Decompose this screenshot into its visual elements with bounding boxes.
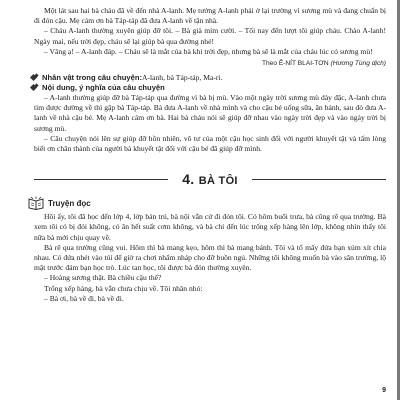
reading-paragraph: Hồi ấy, tôi đã học đến lớp 4, lớp bán trú, bà nội vẫn cứ đi đón tôi. Có hôm buổi trưa, bà cũng rẽ qua trường. Bà xem tôi có bị đói không, có ăn hết suất cơm không, và bà chỉ đến lúc trống xếp hàng lên lớp, không nhìn thấy tôi nữa bà mới chịu quay về. [34, 212, 386, 242]
reading-paragraph: – Bà ơi, bà về đi, bà về đi. [44, 293, 124, 303]
source-author: Theo Ê-NÍT BLAI-TƠN [261, 60, 329, 68]
story-paragraph: – Vâng ạ! – A-lanh đáp. – Cháu sẽ là mắt của bà khi trời đẹp, nhưng bà sẽ là mắt của cháu lúc có sương mù! [44, 46, 373, 56]
sparkle-bullet-icon [30, 73, 40, 83]
reading-label: Truyện đọc [48, 198, 91, 208]
reading-heading [28, 196, 386, 210]
reading-paragraph: Trống xếp hàng, bà vẫn chưa chịu về. Tôi nhăn nhó: [44, 283, 203, 293]
page-number: 9 [382, 387, 386, 394]
divider-left [34, 179, 168, 180]
characters-label: Nhân vật trong câu chuyện: [42, 73, 142, 83]
story-paragraph: Một lát sau hai bà cháu đã về đến nhà A-lanh. Mẹ tưởng A-lanh phải ở lại trường vì sương mù và đang chuẩn bị đi đón cậu. Mẹ cảm ơn bà Táp-táp đã đưa A-lanh về tận nhà. [34, 6, 386, 26]
content-paragraph: – Câu chuyện nói lên sự giúp đỡ hồn nhiên, vô tư của một cậu học sinh đối với người khuyết tật và tấm lòng biết ơn chân thành của người bà khuyết tật đối với cậu bé đã giúp đỡ mình. [34, 133, 386, 154]
lesson-title-bar [34, 170, 386, 188]
lesson-number: 4. [182, 171, 195, 188]
content-heading [30, 83, 386, 93]
lesson-name: BÀ TÔI [198, 175, 238, 188]
story-paragraph: – Cháu A-lanh thường xuyên giúp đỡ tôi. – Bà già mỉm cười. – Tối nay đến lượt tôi giúp cháu. Chào A-lanh! Ngày mai, nếu trời đẹp, cháu sẽ lại giúp bà qua đường nhé! [34, 26, 386, 46]
divider-right [252, 179, 386, 180]
characters-heading [30, 73, 386, 83]
content-label: Nội dung, ý nghĩa của câu chuyện [42, 83, 165, 93]
sparkle-bullet-icon [30, 83, 40, 93]
content-paragraph: – A-lanh thường giúp đỡ bà Táp-táp qua đường vì bà bị mù. Vào một ngày trời sương mù dày đặc, A-lanh chưa tìm được đường về thì gặp bà Táp-táp. Bà đưa A-lanh về nhà mình và cho cậu bé uống sữa, ăn bánh, sau đó đưa A-lanh về nhà cậu bé. Mẹ A-lanh cảm ơn bà. Hai bà cháu nói sẽ giúp đỡ nhau vào ngày trời đẹp và vào ngày trời bị sương mù. [34, 93, 386, 133]
characters-value: A-lanh, bà Táp-táp, Ma-ri. [142, 73, 223, 83]
reading-paragraph: Bà rẽ qua trường cũng vui. Hôm thì bà mang kẹo, hôm thì bà mang bánh. Tôi và tổ mấy đứa bạn xúm xít chia nhau. Có đứa nhét vào túi để giờ ra chơi nhấm nháp cho đỡ buồn ngủ. Những tôi không muốn bà vào sân trường, lộ mặt trước đám bạn học trò. Lúc tan học, tôi được bà đón thường xuyên. [34, 242, 386, 273]
open-book-icon [28, 196, 44, 210]
story-source [34, 60, 386, 67]
lesson-title [168, 171, 252, 187]
source-translator: (Hương Tùng dịch) [330, 60, 386, 68]
reading-paragraph: – Hoàng sương thật. Bà chiều cậu thế? [44, 273, 162, 283]
